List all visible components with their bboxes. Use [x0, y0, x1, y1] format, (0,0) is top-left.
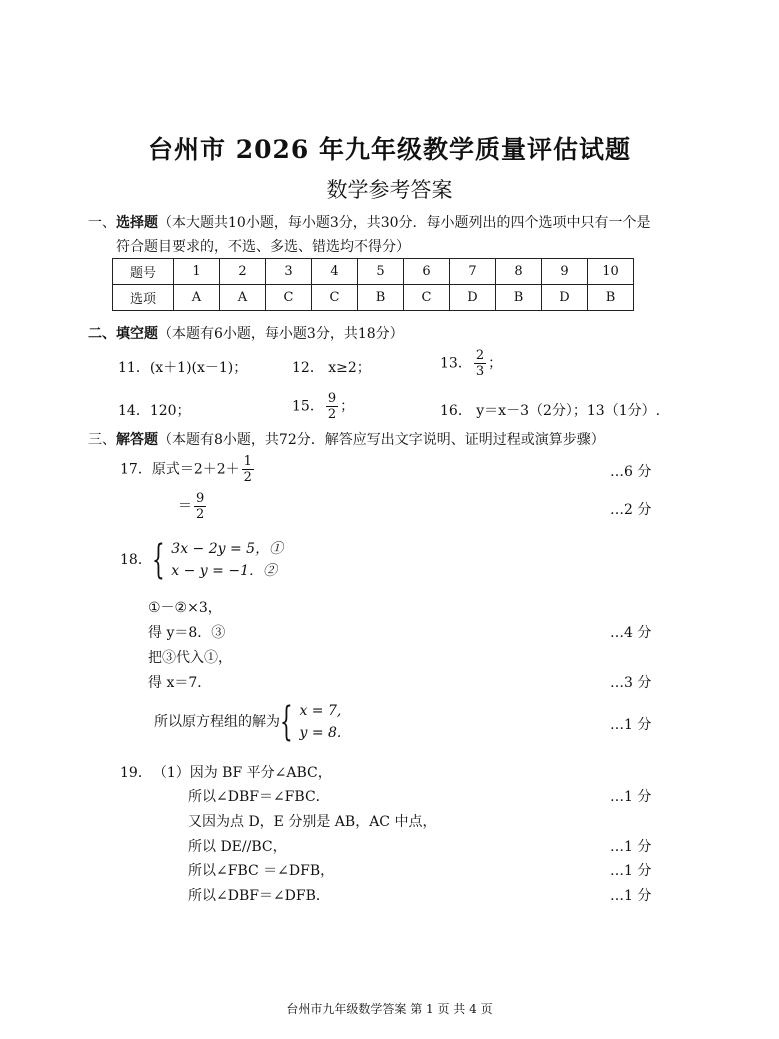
- q17-label: 17．: [120, 461, 152, 478]
- answer-table-answer: B: [496, 285, 542, 311]
- answer-q15: [292, 391, 354, 422]
- q17-line1-numerator: 1: [243, 454, 252, 469]
- q17-line2-numerator: 9: [196, 491, 205, 506]
- q19-l1: （1）因为 BF 平分∠ABC，: [159, 765, 332, 781]
- section1-heading-label: 选择题: [116, 215, 158, 231]
- answer-table-answer-row: [113, 285, 634, 311]
- section1-heading-num: 一、: [88, 215, 116, 231]
- q19-l5: 所以∠FBC ＝∠DFB，: [188, 863, 335, 879]
- q18-result-prefix: 所以原方程组的解为: [154, 714, 280, 730]
- answer-table-answer: C: [312, 285, 358, 311]
- answer-table-number: 9: [542, 259, 588, 285]
- q18-res2: y = 8.: [299, 725, 342, 741]
- answer-table-row1-label: 题号: [113, 259, 174, 285]
- answer-q14: 14．120；: [118, 403, 191, 419]
- page-subtitle: 数学参考答案: [326, 178, 453, 202]
- q18-step2-score: …4 分: [610, 625, 652, 641]
- q18-system: [120, 538, 283, 582]
- page-title: 台州市 2026 年九年级教学质量评估试题: [148, 135, 631, 164]
- answer-q12: 12． x≥2；: [292, 360, 371, 376]
- answer-q16: 16． y＝x－3（2分）；13（1分）.: [440, 403, 661, 419]
- section1-desc: （本大题共10小题，每小题3分，共30分．每小题列出的四个选项中只有一个是: [158, 215, 651, 231]
- section3-heading-num: 三、: [88, 432, 116, 448]
- section1-heading: [88, 212, 651, 232]
- section2-heading-label: 填空题: [116, 326, 158, 342]
- q19-label: 19．: [120, 765, 152, 781]
- q18-eq2: x − y = −1．②: [171, 563, 277, 579]
- q17-line1-fraction: [242, 454, 254, 485]
- answer-table: [112, 258, 634, 311]
- q19-l6-score: …1 分: [610, 888, 652, 904]
- answer-q11: 11．(x＋1)(x－1)；: [118, 360, 248, 376]
- answer-table-number: 1: [174, 259, 220, 285]
- q19-l5-score: …1 分: [610, 863, 652, 879]
- q19-l2-score: …1 分: [610, 789, 652, 805]
- q17-line1: [120, 454, 256, 485]
- answer-table-number: 7: [450, 259, 496, 285]
- answer-table-answer: A: [174, 285, 220, 311]
- q19-l6: 所以∠DBF＝∠DFB．: [188, 888, 330, 904]
- q17-line1-prefix: 原式＝2＋2＋: [151, 461, 240, 478]
- answer-table-answer: D: [450, 285, 496, 311]
- answer-table-answer: D: [542, 285, 588, 311]
- q17-line2-fraction: [194, 491, 206, 522]
- answer-table-answer: B: [588, 285, 634, 311]
- q19-line1: [120, 762, 332, 782]
- section1-desc-2: 符合题目要求的，不选、多选、错选均不得分）: [116, 239, 410, 255]
- q13-label: 13．: [440, 355, 472, 372]
- page-footer: 台州市九年级数学答案 第 1 页 共 4 页: [286, 1002, 493, 1016]
- answer-table-answer: C: [266, 285, 312, 311]
- answer-table-number: 8: [496, 259, 542, 285]
- answer-table-number: 3: [266, 259, 312, 285]
- section3-heading-label: 解答题: [116, 432, 158, 448]
- q13-fraction: [474, 348, 486, 379]
- q15-numerator: 9: [327, 391, 337, 406]
- answer-table-number: 4: [312, 259, 358, 285]
- q18-equations: [171, 538, 283, 582]
- section2-desc: （本题有6小题，每小题3分，共18分）: [158, 326, 404, 342]
- q17-line1-denominator: 2: [243, 470, 252, 485]
- answer-table-number-row: [113, 259, 634, 285]
- answer-table-number: 5: [358, 259, 404, 285]
- q17-line1-score: …6 分: [610, 464, 652, 480]
- q19-l2: 所以∠DBF＝∠FBC．: [188, 789, 330, 805]
- q15-label: 15．: [292, 398, 324, 415]
- section2-heading-num: 二、: [88, 326, 116, 342]
- q18-step1: ①－②×3，: [148, 600, 222, 616]
- q17-line2-score: …2 分: [610, 502, 652, 518]
- answer-table-number: 2: [220, 259, 266, 285]
- q18-result-values: [299, 700, 341, 744]
- section2-heading: [88, 323, 404, 343]
- q17-line2-denominator: 2: [196, 507, 205, 522]
- answer-table-answer: A: [220, 285, 266, 311]
- q13-numerator: 2: [475, 348, 485, 363]
- q18-result-score: …1 分: [610, 717, 652, 733]
- q19-l3: 又因为点 D，E 分别是 AB，AC 中点，: [188, 814, 437, 830]
- answer-q13: [440, 348, 502, 379]
- q18-step2: 得 y＝8．③: [148, 625, 226, 641]
- q18-eq1: 3x − 2y = 5，①: [171, 541, 284, 557]
- q15-denominator: 2: [327, 407, 337, 422]
- section3-desc: （本题有8小题，共72分．解答应写出文字说明、证明过程或演算步骤）: [158, 432, 605, 448]
- answer-table-row2-label: 选项: [113, 285, 174, 311]
- q19-l4-score: …1 分: [610, 839, 652, 855]
- section3-heading: [88, 429, 605, 449]
- q18-result: [154, 700, 341, 744]
- q17-line2-prefix: ＝: [178, 498, 192, 515]
- q15-tail: ；: [340, 398, 355, 415]
- q19-l4: 所以 DE//BC，: [188, 839, 287, 855]
- q18-res1: x = 7,: [299, 703, 342, 719]
- q18-brace-icon: {: [151, 537, 165, 583]
- q13-denominator: 3: [475, 364, 485, 379]
- q18-label: 18．: [120, 552, 152, 568]
- answer-table-number: 10: [588, 259, 634, 285]
- q18-step4-score: …3 分: [610, 675, 652, 691]
- q18-step4: 得 x＝7．: [148, 675, 212, 691]
- answer-table-answer: C: [404, 285, 450, 311]
- q17-line2: [178, 491, 208, 522]
- answer-table-number: 6: [404, 259, 450, 285]
- q18-result-brace-icon: {: [280, 699, 293, 745]
- answer-table-answer: B: [358, 285, 404, 311]
- q15-fraction: [326, 391, 338, 422]
- q13-tail: ；: [488, 355, 503, 372]
- q18-step3: 把③代入①，: [148, 650, 232, 666]
